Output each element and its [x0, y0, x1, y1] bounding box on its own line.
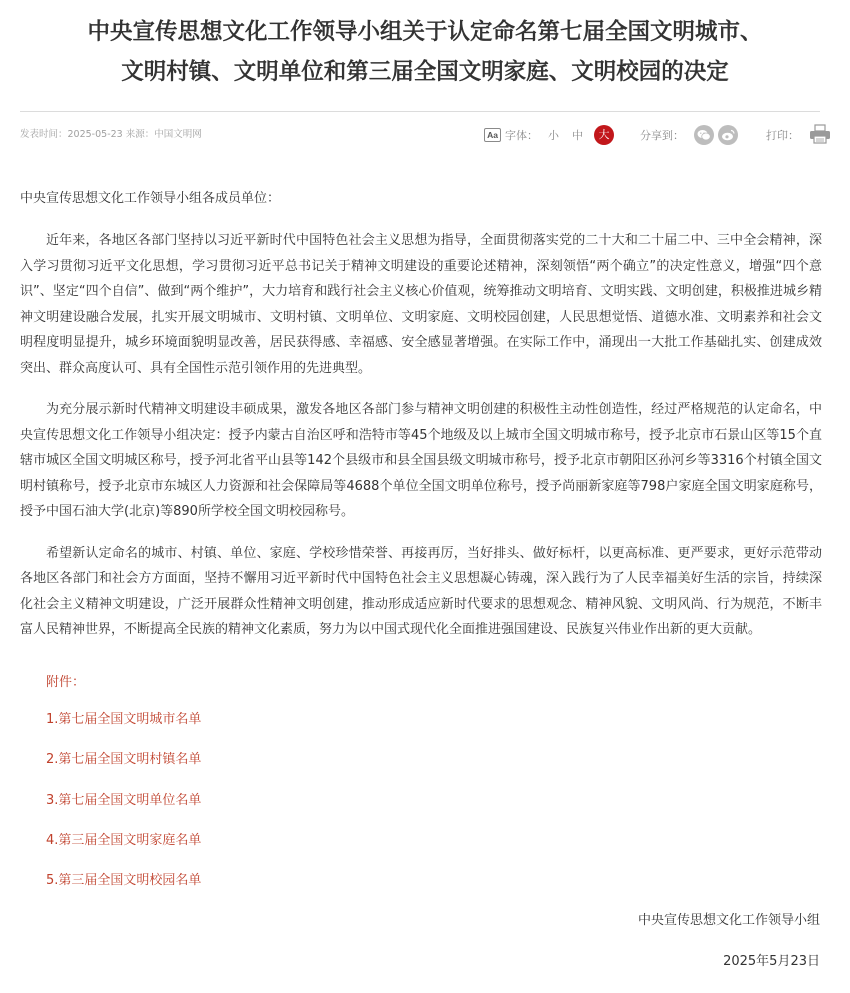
title-line-1: 中央宣传思想文化工作领导小组关于认定命名第七届全国文明城市、	[87, 19, 763, 45]
font-size-toolbar	[484, 124, 614, 146]
font-size-medium-button[interactable]: 中	[572, 129, 583, 142]
font-size-large-button[interactable]: 大	[594, 125, 614, 145]
signature-organization: 中央宣传思想文化工作领导小组	[637, 913, 820, 928]
title-line-2: 文明村镇、文明单位和第三届全国文明家庭、文明校园的决定	[121, 59, 729, 85]
publish-meta: 发表时间：2025-05-23 来源：中国文明网	[20, 129, 202, 140]
share-label: 分享到：	[640, 129, 684, 142]
share-toolbar	[640, 124, 738, 146]
attachment-link-2[interactable]: 2.第七届全国文明村镇名单	[46, 752, 202, 768]
font-size-small-button[interactable]: 小	[548, 129, 559, 142]
attachment-link-5[interactable]: 5.第三届全国文明校园名单	[46, 873, 202, 889]
attachments-list	[46, 707, 201, 908]
printer-icon[interactable]	[809, 124, 831, 147]
wechat-share-icon[interactable]	[694, 125, 714, 145]
print-toolbar	[766, 124, 831, 146]
attachment-link-4[interactable]: 4.第三届全国文明家庭名单	[46, 832, 202, 848]
article-paragraph-3: 希望新认定命名的城市、村镇、单位、家庭、学校珍惜荣誉、再接再厉，当好排头、做好标杆，以更高标准、更严要求，更好示范带动各地区各部门和社会方方面面，坚持不懈用习近平新时代中国特色社会主义思想凝心铸魂，深入践行为了人民幸福美好生活的宗旨，持续深化社会主义精神文明建设，广泛开展群众性精神文明创建，推动形成适应新时代要求的思想观念、精神风貌、文明风尚、行为规范，不断丰富人民精神世界，不断提高全民族的精神文化素质，努力为以中国式现代化全面推进强国建设、民族复兴伟业作出新的更大贡献。	[20, 545, 822, 637]
article-greeting: 中央宣传思想文化工作领导小组各成员单位：	[20, 191, 281, 206]
article-paragraph-2: 为充分展示新时代精神文明建设丰硕成果，激发各地区各部门参与精神文明创建的积极性主动性创造性，经过严格规范的认定命名，中央宣传思想文化工作领导小组决定：授予内蒙古自治区呼和浩特市等45个地级及以上城市全国文明城市称号，授予北京市石景山区等15个直辖市城区全国文明城区称号，授予河北省平山县等142个县级市和县全国县级文明城市称号，授予北京市朝阳区孙河乡等3316个村镇全国文明村镇称号，授予北京市东城区人力资源和社会保障局等4688个单位全国文明单位称号，授予尚丽新家庭等798户家庭全国文明家庭称号，授予中国石油大学(北京)等890所学校全国文明校园称号。	[20, 402, 822, 519]
font-size-icon: Aa	[484, 128, 501, 142]
print-label: 打印：	[766, 129, 799, 142]
font-size-label: 字体：	[505, 129, 538, 142]
page-title	[20, 12, 830, 92]
weibo-share-icon[interactable]	[718, 125, 738, 145]
article-body	[20, 186, 822, 659]
signature-date: 2025年5月23日	[723, 954, 820, 969]
attachment-link-3[interactable]: 3.第七届全国文明单位名单	[46, 792, 202, 808]
attachment-link-1[interactable]: 1.第七届全国文明城市名单	[46, 712, 202, 727]
article-paragraph-1: 近年来，各地区各部门坚持以习近平新时代中国特色社会主义思想为指导，全面贯彻落实党的二十大和二十届二中、三中全会精神，深入学习贯彻习近平文化思想，学习贯彻习近平总书记关于精神文明建设的重要论述精神，深刻领悟“两个确立”的决定性意义，增强“四个意识”、坚定“四个自信”、做到“两个维护”，大力培育和践行社会主义核心价值观，统筹推动文明培育、文明实践、文明创建，积极推进城乡精神文明建设融合发展，扎实开展文明城市、文明村镇、文明单位、文明家庭、文明校园创建，人民思想觉悟、道德水准、文明素养和社会文明程度明显提升，城乡环境面貌明显改善，居民获得感、幸福感、安全感显著增强。在实际工作中，涌现出一大批工作基础扎实、创建成效突出、群众高度认可、具有全国性示范引领作用的先进典型。	[20, 233, 822, 376]
title-divider	[20, 111, 820, 112]
attachments-title: 附件：	[46, 675, 86, 690]
